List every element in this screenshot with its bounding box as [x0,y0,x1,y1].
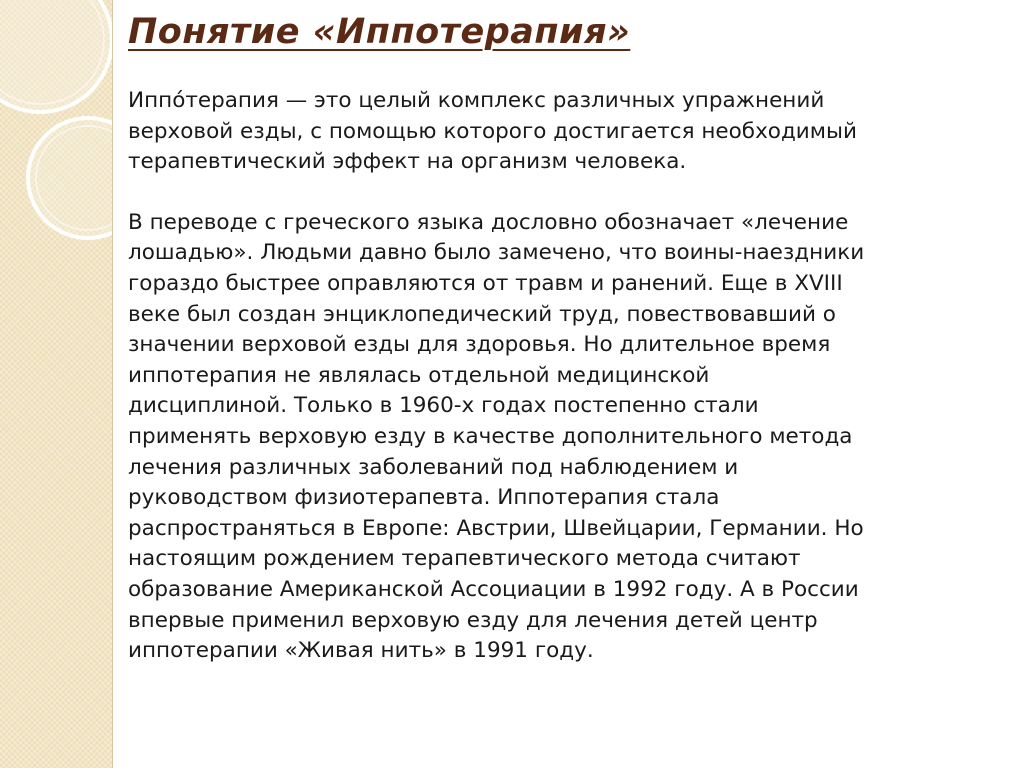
slide-body [128,86,1008,667]
slide-title: Понятие «Иппотерапия» [128,12,631,52]
decorative-circles-graphic [0,0,112,768]
decorative-side-band [0,0,113,768]
decorative-circle-middle [28,118,112,238]
paragraph-definition: Иппо́терапия — это целый комплекс различных упражнений верховой езды, с помощью которого достигается необходимый терапевтический эффект на организм человека. [128,88,857,175]
decorative-circle-top [0,0,112,112]
paragraph-history: В переводе с греческого языка дословно обозначает «лечение лошадью». Людьми давно было замечено, что воины-наездники гораздо быстрее оправляются от травм и ранений. Еще в XVIII веке был создан энциклопедический труд, повествовавший о значении верховой езды для здоровья. Но длительное время иппотерапия не являлась отдельной медицинской дисциплиной. Только в 1960-х годах постепенно стали применять верховую езду в качестве дополнительного метода лечения различных заболеваний под наблюдением и руководством физиотерапевта. Иппотерапия стала распространяться в Европе: Австрии, Швейцарии, Германии. Но настоящим рождением терапевтического метода считают образование Американской Ассоциации в 1992 году. А в России впервые применил верховую езду для лечения детей центр иппотерапии «Живая нить» в 1991 году. [128,209,865,664]
